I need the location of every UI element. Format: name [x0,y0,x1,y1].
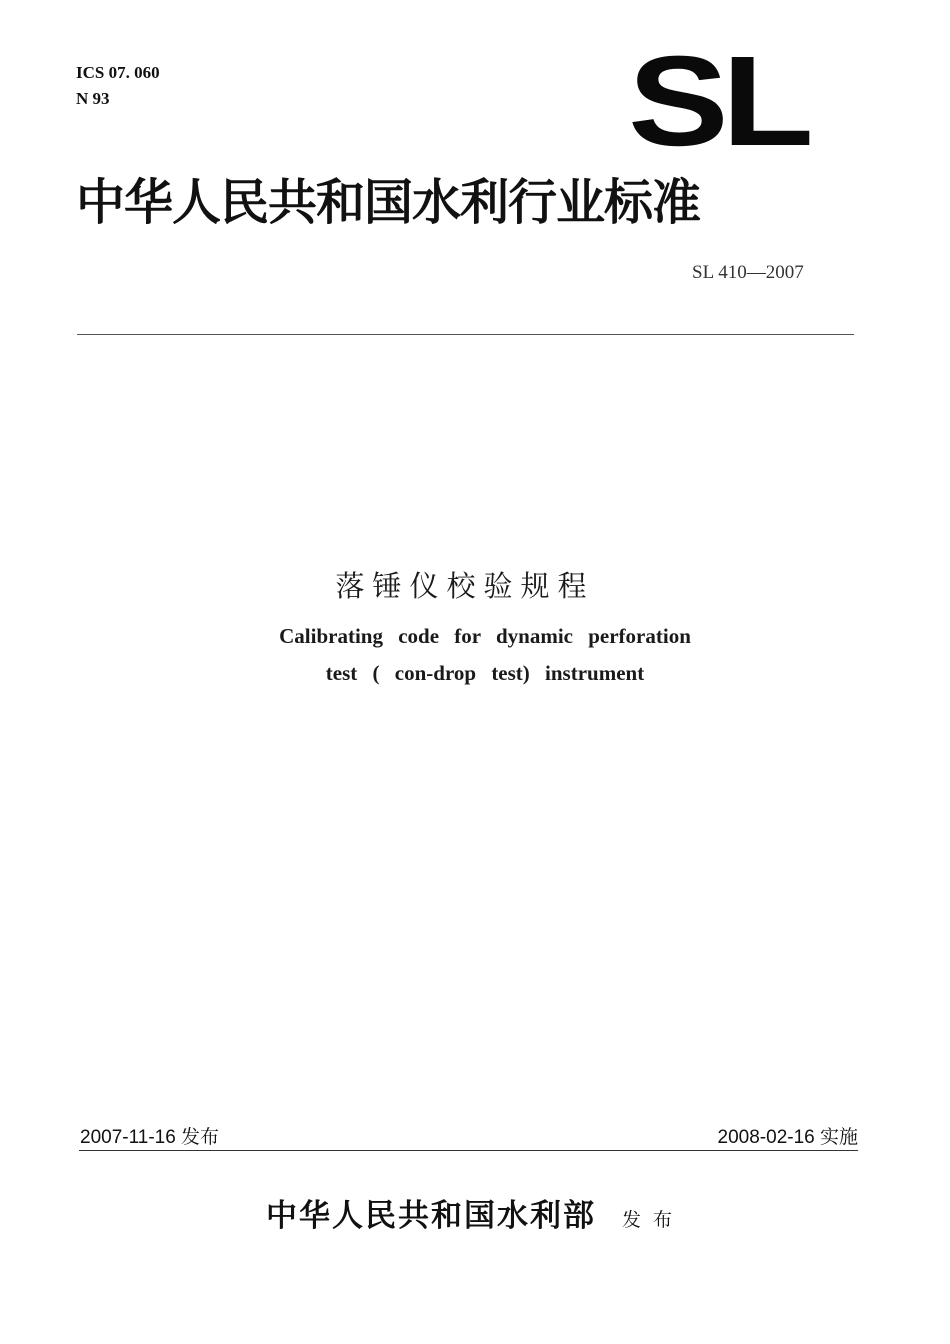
publisher-line [0,1190,950,1235]
publisher-name: 中华人民共和国水利部 [265,1198,596,1234]
classification-codes [76,60,160,112]
issue-date: 2007-11-16 发布 [80,1127,220,1148]
publisher-action: 发布 [621,1209,684,1231]
document-title-en-line2: test ( con-drop test) instrument [325,661,645,685]
effective-date: 2008-02-16 实施 [717,1127,858,1148]
org-title: 中华人民共和国水利行业标准 [76,173,701,231]
bottom-divider [79,1150,858,1151]
document-title-cn: 落锤仪校验规程 [335,569,595,603]
sl-logo: SL [628,30,807,173]
document-title-en [200,618,770,692]
ccs-code: N 93 [76,89,110,108]
standard-number: SL 410—2007 [692,262,804,283]
top-divider [77,334,854,335]
ics-code: ICS 07. 060 [76,63,160,82]
document-title-en-line1: Calibrating code for dynamic perforation [279,624,691,648]
